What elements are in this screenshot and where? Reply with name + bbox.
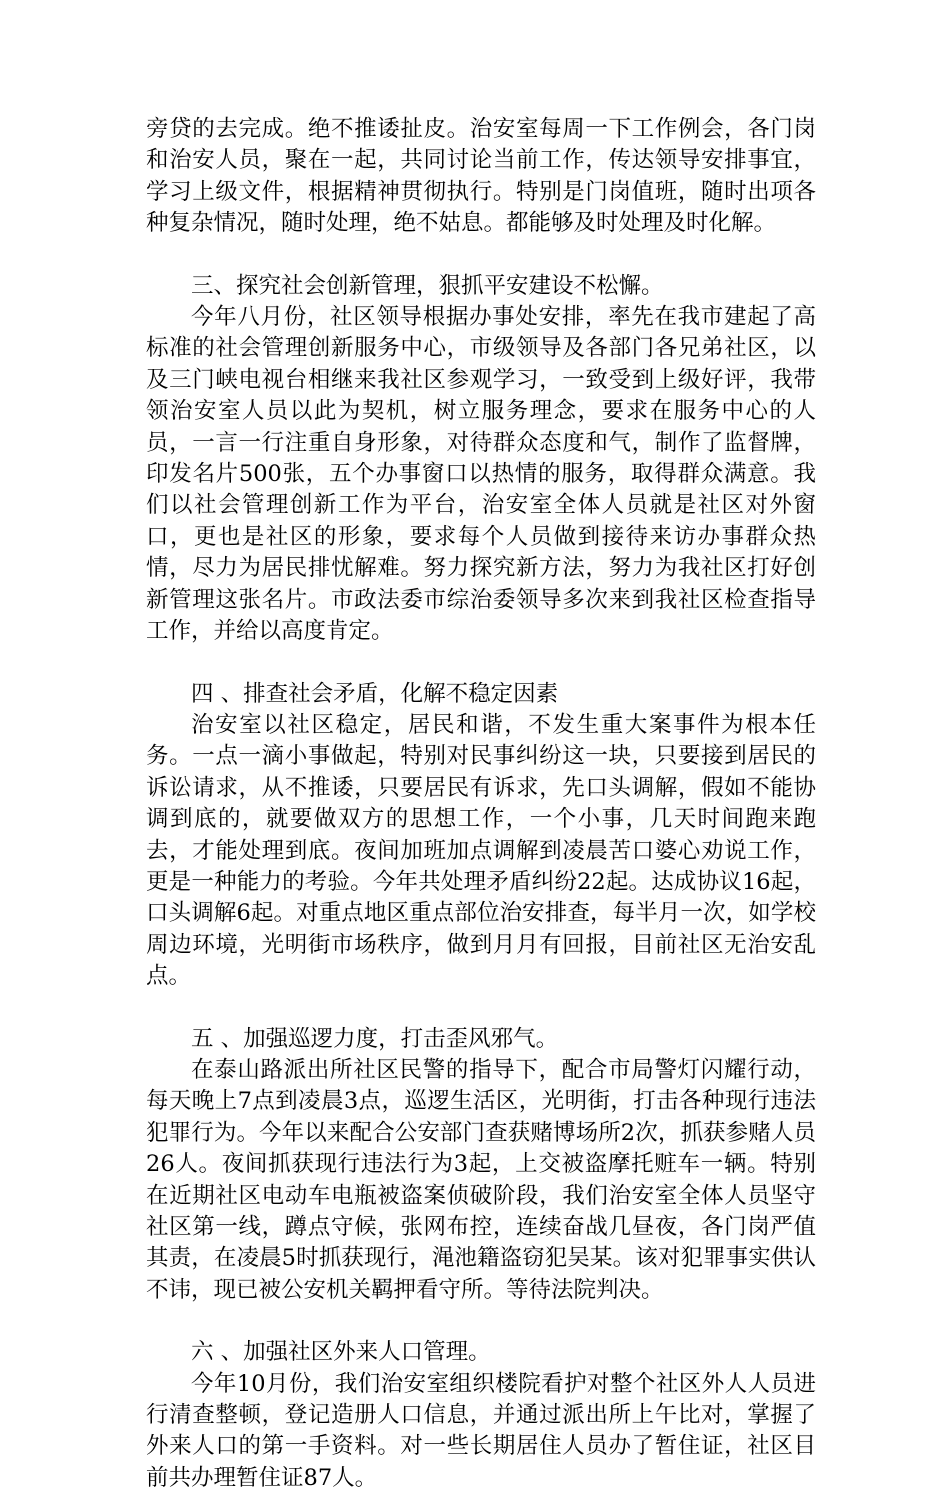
- section-heading-4: 四 、排查社会矛盾，化解不稳定因素: [191, 680, 559, 707]
- paragraph-continued: 旁贷的去完成。绝不推诿扯皮。治安室每周一下工作例会，各门岗和治安人员，聚在一起，共同讨论当前工作，传达领导安排事宜，学习上级文件，根据精神贯彻执行。特别是门岗值班，随时出项各种复杂情况，随时处理，绝不姑息。都能够及时处理及时化解。: [146, 116, 816, 237]
- paragraph-section-3: 今年八月份，社区领导根据办事处安排，率先在我市建起了高标准的社会管理创新服务中心，市级领导及各部门各兄弟社区，以及三门峡电视台相继来我社区参观学习，一致受到上级好评，我带领治安室人员以此为契机，树立服务理念，要求在服务中心的人员，一言一行注重自身形象，对待群众态度和气，制作了监督牌，印发名片500张，五个办事窗口以热情的服务，取得群众满意。我们以社会管理创新工作为平台，治安室全体人员就是社区对外窗口，更也是社区的形象，要求每个人员做到接待来访办事群众热情，尽力为居民排忧解难。努力探究新方法，努力为我社区打好创新管理这张名片。市政法委市综治委领导多次来到我社区检查指导工作，并给以高度肯定。: [146, 304, 816, 645]
- paragraph-section-5: 在泰山路派出所社区民警的指导下，配合市局警灯闪耀行动，每天晚上7点到凌晨3点，巡逻生活区，光明街，打击各种现行违法犯罪行为。今年以来配合公安部门查获赌博场所2次，抓获参赌人员26人。夜间抓获现行违法行为3起，上交被盗摩托赃车一辆。特别在近期社区电动车电瓶被盗案侦破阶段，我们治安室全体人员坚守社区第一线，蹲点守候，张网布控，连续奋战几昼夜，各门岗严值其责，在凌晨5时抓获现行，渑池籍盗窃犯吴某。该对犯罪事实供认不讳，现已被公安机关羁押看守所。等待法院判决。: [146, 1056, 816, 1303]
- section-heading-5: 五 、加强巡逻力度，打击歪风邪气。: [191, 1025, 559, 1052]
- section-heading-3: 三、探究社会创新管理，狠抓平安建设不松懈。: [191, 272, 664, 299]
- paragraph-section-6: 今年10月份，我们治安室组织楼院看护对整个社区外人人员进行清查整顿，登记造册人口信息，并通过派出所上午比对，掌握了外来人口的第一手资料。对一些长期居住人员办了暂住证，社区目前共办理暂住证87人。: [146, 1370, 816, 1491]
- paragraph-section-4: 治安室以社区稳定，居民和谐，不发生重大案事件为根本任务。一点一滴小事做起，特别对民事纠纷这一块，只要接到居民的诉讼请求，从不推诿，只要居民有诉求，先口头调解，假如不能协调到底的，就要做双方的思想工作，一个小事，几天时间跑来跑去，才能处理到底。夜间加班加点调解到凌晨苦口婆心劝说工作，更是一种能力的考验。今年共处理矛盾纠纷22起。达成协议16起，口头调解6起。对重点地区重点部位治安排查，每半月一次，如学校周边环境，光明街市场秩序，做到月月有回报，目前社区无治安乱点。: [146, 711, 816, 990]
- document-page: [146, 114, 816, 1494]
- section-heading-6: 六 、加强社区外来人口管理。: [191, 1339, 491, 1366]
